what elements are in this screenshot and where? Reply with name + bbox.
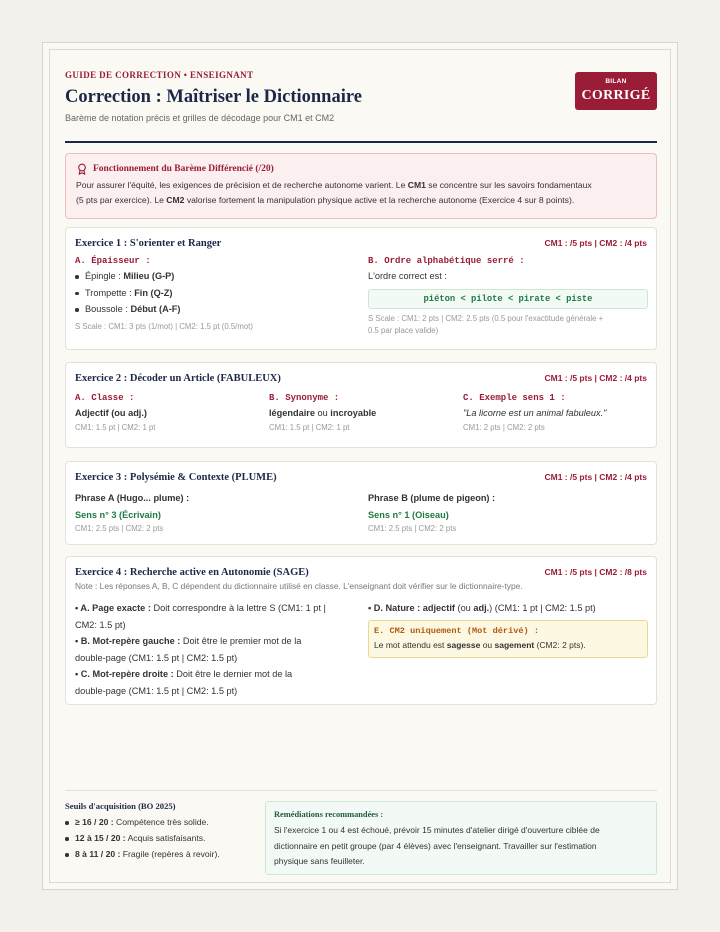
exercise-3-header — [75, 472, 647, 483]
cm2-text: (CM2: 2 pts). — [534, 639, 586, 650]
exercise-3-card — [65, 461, 657, 545]
part-a-list — [75, 268, 355, 318]
remediation-line: physique sans feuilleter. — [274, 856, 365, 866]
phrase-a-label: Phrase A (Hugo... plume) : — [75, 493, 190, 503]
threshold-range: ≥ 16 / 20 : — [75, 817, 114, 827]
exercise-4-header — [75, 567, 647, 578]
item-d-text: (ou — [454, 603, 474, 613]
item-a-cont: CM2: 1.5 pt) — [75, 619, 126, 630]
list-item — [65, 814, 245, 830]
item-d-answer: adjectif — [422, 603, 455, 613]
item-d-answer-alt: adj. — [473, 603, 490, 613]
item-word: Trompette : — [85, 287, 135, 298]
exercise-1-header — [75, 238, 647, 249]
alert-text-part: se concentre sur les savoirs fondamentaux — [425, 180, 592, 190]
list-item — [75, 285, 355, 302]
part-a-label: A. Classe : — [75, 393, 135, 403]
exercise-2-title: Exercice 2 : Décoder un Article (FABULEUX) — [75, 373, 281, 384]
list-item — [65, 846, 245, 862]
list-item — [65, 830, 245, 846]
exercise-1-title: Exercice 1 : S'orienter et Ranger — [75, 238, 222, 249]
thresholds-section — [65, 801, 245, 862]
thresholds-list — [65, 814, 245, 862]
header-kicker: GUIDE DE CORRECTION • ENSEIGNANT — [65, 70, 254, 80]
remediation-line: dictionnaire en petit groupe (par 4 élèves) avec l'enseignant. Travailler sur l'estimation — [274, 840, 597, 851]
ribbon-icon — [76, 163, 88, 175]
remediation-line: Si l'exercice 1 ou 4 est échoué, prévoir 15 minutes d'atelier dirigé d'ouverture ciblée de — [274, 825, 600, 835]
phrase-a-answer: Sens n° 3 (Écrivain) — [75, 509, 161, 520]
exercise-4-left — [75, 600, 357, 699]
badge-top-label: BILAN — [605, 78, 627, 85]
document-page — [42, 42, 678, 890]
exercise-4-card — [65, 556, 657, 705]
item-d-label: • D. Nature : — [368, 603, 423, 613]
phrase-b-label: Phrase B (plume de pigeon) : — [368, 493, 496, 503]
item-c-cont: double-page (CM1: 1.5 pt | CM2: 1.5 pt) — [75, 685, 238, 696]
item-a-text: Doit correspondre à la lettre S (CM1: 1 pt | — [150, 603, 326, 613]
part-a-label: A. Épaisseur : — [75, 256, 151, 266]
phrase-b-scale: CM1: 2.5 pts | CM2: 2 pts — [368, 524, 457, 533]
threshold-label: Compétence très solide. — [113, 817, 209, 827]
part-b-answer — [269, 405, 454, 422]
item-answer: Début (A-F) — [130, 304, 181, 314]
page-content — [65, 70, 657, 866]
phrase-b-answer: Sens n° 1 (Oiseau) — [368, 509, 449, 520]
alert-text-bold: CM2 — [166, 195, 185, 205]
threshold-range: 12 à 15 / 20 : — [75, 833, 126, 843]
phrase-a-scale: CM1: 2.5 pts | CM2: 2 pts — [75, 524, 164, 533]
item-answer: Milieu (G-P) — [123, 271, 175, 281]
header — [65, 70, 657, 140]
exercise-4-note: Note : Les réponses A, B, C dépendent du dictionnaire utilisé en classe. L'enseignant doit vérifier sur le dictionnaire-type. — [75, 581, 523, 591]
part-c-answer: "La licorne est un animal fabuleux." — [463, 408, 607, 418]
alert-text-part: (5 pts par exercice). Le — [76, 195, 167, 205]
exercise-4-right — [368, 600, 648, 658]
page-subtitle: Barème de notation précis et grilles de décodage pour CM1 et CM2 — [65, 113, 335, 123]
part-a-scale: CM1: 1.5 pt | CM2: 1 pt — [75, 422, 156, 432]
alert-heading — [76, 163, 646, 175]
part-a-scale: S Scale : CM1: 3 pts (1/mot) | CM2: 1.5 pt (0.5/mot) — [75, 321, 253, 331]
part-b-scale: CM1: 1.5 pt | CM2: 1 pt — [269, 422, 350, 432]
badge-main-label: CORRIGÉ — [581, 88, 651, 103]
thresholds-title: Seuils d'acquisition (BO 2025) — [65, 801, 176, 811]
exercise-1-points: CM1 : /5 pts | CM2 : /4 pts — [544, 238, 647, 248]
cm2-only-label: E. CM2 uniquement (Mot dérivé) : — [374, 625, 540, 636]
cm2-answer: sagesse — [446, 639, 481, 650]
cm2-answer: sagement — [494, 639, 535, 650]
part-c-scale: CM1: 2 pts | CM2: 2 pts — [463, 422, 545, 432]
threshold-range: 8 à 11 / 20 : — [75, 849, 121, 859]
alert-text — [76, 178, 646, 208]
alert-title: Fonctionnement du Barème Différencié (/20) — [93, 164, 274, 174]
item-a — [75, 600, 357, 617]
remediation-title: Remédiations recommandées : — [274, 810, 384, 819]
list-item — [75, 301, 355, 318]
part-b-intro: L'ordre correct est : — [368, 271, 447, 281]
item-b-text: Doit être le premier mot de la — [180, 636, 302, 646]
part-a-answer: Adjectif (ou adj.) — [75, 408, 147, 418]
part-b-answer: piéton < pilote < pirate < piste — [368, 289, 648, 309]
item-c-text: Doit être le dernier mot de la — [173, 669, 293, 679]
exercise-1-part-b — [368, 256, 648, 337]
part-b-label: B. Ordre alphabétique serré : — [368, 256, 525, 266]
exercise-2-part-b — [269, 393, 454, 434]
item-b-cont: double-page (CM1: 1.5 pt | CM2: 1.5 pt) — [75, 652, 238, 663]
exercise-2-header — [75, 373, 647, 384]
part-c-label: C. Exemple sens 1 : — [463, 393, 566, 403]
item-word: Boussole : — [85, 304, 131, 314]
cm2-or: ou — [480, 639, 495, 650]
alert-text-bold: CM1 — [407, 180, 426, 190]
item-c — [75, 666, 357, 683]
exercise-2-part-c — [463, 393, 653, 434]
answer-word: incroyable — [330, 408, 377, 418]
header-rule — [65, 141, 657, 143]
alert-text-part: valorise fortement la manipulation physique active et la recherche autonome (Exercice 4 sur 8 points). — [184, 195, 575, 205]
cm2-only-text — [374, 639, 642, 652]
item-c-label: • C. Mot-repère droite : — [75, 669, 174, 679]
part-b-scale-2: 0.5 par place valide) — [368, 325, 439, 335]
item-b-label: • B. Mot-repère gauche : — [75, 636, 181, 646]
part-b-label: B. Synonyme : — [269, 393, 340, 403]
exercise-2-part-a — [75, 393, 260, 434]
page-title: Correction : Maîtriser le Dictionnaire — [65, 87, 362, 107]
item-a-label: • A. Page exacte : — [75, 603, 151, 613]
footer-divider — [65, 790, 657, 791]
exercise-1-part-a — [75, 256, 355, 333]
answer-word: légendaire — [269, 408, 315, 418]
remediation-box — [265, 801, 657, 875]
item-word: Épingle : — [85, 271, 124, 281]
exercise-3-title: Exercice 3 : Polysémie & Contexte (PLUME) — [75, 472, 277, 483]
item-b — [75, 633, 357, 650]
grading-info-alert — [65, 153, 657, 219]
page-frame — [49, 49, 671, 883]
remediation-text — [274, 823, 648, 870]
cm2-only-box — [368, 620, 648, 658]
alert-text-part: Pour assurer l'équité, les exigences de précision et de recherche autonome varient. Le — [76, 180, 408, 190]
item-d-text: ) (CM1: 1 pt | CM2: 1.5 pt) — [489, 603, 596, 613]
exercise-3-phrase-b — [368, 490, 648, 535]
item-d — [368, 600, 648, 617]
exercise-4-points: CM1 : /5 pts | CM2 : /8 pts — [544, 567, 647, 577]
part-b-scale-1: S Scale : CM1: 2 pts | CM2: 2.5 pts (0.5 pour l'exactitude générale + — [368, 313, 604, 323]
list-item — [75, 268, 355, 285]
exercise-3-phrase-a — [75, 490, 355, 535]
threshold-label: Fragile (repères à revoir). — [120, 849, 220, 859]
exercise-2-points: CM1 : /5 pts | CM2 : /4 pts — [544, 373, 647, 383]
exercise-2-card — [65, 362, 657, 448]
item-answer: Fin (Q-Z) — [134, 287, 173, 298]
cm2-text: Le mot attendu est — [374, 639, 447, 650]
threshold-label: Acquis satisfaisants. — [125, 833, 206, 843]
exercise-1-card — [65, 227, 657, 350]
answer-or: ou — [314, 408, 331, 418]
exercise-3-points: CM1 : /5 pts | CM2 : /4 pts — [544, 472, 647, 482]
exercise-4-title: Exercice 4 : Recherche active en Autonomie (SAGE) — [75, 567, 309, 578]
status-badge — [575, 72, 657, 110]
